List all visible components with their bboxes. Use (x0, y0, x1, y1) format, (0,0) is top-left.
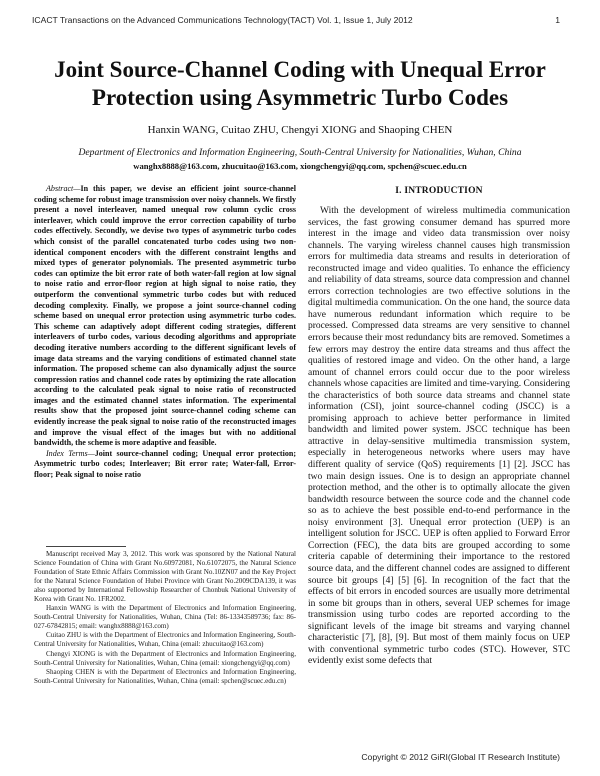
page-number: 1 (555, 15, 560, 25)
abstract-block (34, 184, 296, 481)
journal-name: ICACT Transactions on the Advanced Communications Technology(TACT) Vol. 1, Issue 1, July 2012 (32, 15, 413, 25)
author-list: Hanxin WANG, Cuitao ZHU, Chengyi XIONG and Shaoping CHEN (147, 124, 453, 136)
footnote-divider (46, 546, 126, 547)
introduction-body (308, 206, 570, 668)
copyright-footer: Copyright © 2012 GiRI(Global IT Research Institute) (361, 752, 560, 762)
running-header (32, 13, 560, 27)
index-terms-label: Index Terms (46, 448, 88, 458)
footnote-author-zhu: Cuitao ZHU is with the Department of Electronics and Information Engineering, South-Central University for Nationalities, Wuhan, China (email: zhucuitao@163.com) (34, 631, 296, 649)
footnote-author-xiong: Chengyi XIONG is with the Department of Electronics and Information Engineering, South-Central University for Nationalities, Wuhan, China (email: xiongchengyi@qq.com) (34, 649, 296, 667)
author-emails: wanghx8888@163.com, zhucuitao@163.com, xiongchengyi@qq.com, spchen@scuec.edu.cn (133, 161, 467, 171)
footnotes-block (34, 546, 296, 686)
footnote-author-wang: Hanxin WANG is with the Department of Electronics and Information Engineering, South-Central University for Nationalities, Wuhan, China (Tel: 86-13343589736; fax: 86-027-67842815; email: wanghx8888@163.com) (34, 604, 296, 631)
abstract-text: In this paper, we devise an efficient joint source-channel coding scheme for robust image transmission over noisy channels. We firstly present a novel interleaver, named unequal row column cyclic cross interleaver, which could improve the error correction capability of turbo codes effectively. Secondly, we devise two types of asymmetric turbo codes which consist of the parallel concatenated turbo codes using two non-identical component encoders with the different constraint lengths and mixed types of generator polynomials. The presented asymmetric turbo codes can optimize the bit error rate of both water-fall region at low signal to noise ratio and error-floor region at high signal to noise ratio, they outperform the conventional symmetric turbo codes but with reduced decoding complexity. Finally, we propose a joint source-channel coding scheme based on unequal error protection using asymmetric turbo codes. This scheme can adaptively adopt different coding strategies, different interleavers of turbo codes, various decoding algorithms and appropriate decoding iterative numbers according to the different significant levels of image data streams and the varying conditions of estimated channel state information. The proposed scheme can also dynamically adjust the source compression ratios and channel code rates by optimizing the rate allocation according to the calculated peak signal to noise ratio of reconstructed images and the estimated channel states information. The experimental results show that the proposed joint source-channel coding scheme can evidently increase the peak signal to noise ratio of the reconstructed images and improve the visual effect of the images but with no additional bandwidth, the scheme is more adaptive and feasible. (34, 184, 296, 448)
index-terms-text: Joint source-channel coding; Unequal error protection; Asymmetric turbo codes; Interleaver; Bit error rate; Water-fall, Error-floor; Peak signal to noise ratio (34, 448, 296, 480)
affiliation: Department of Electronics and Information Engineering, South-Central University for Nationalities, Wuhan, China (78, 147, 522, 158)
section-heading: I. INTRODUCTION (395, 186, 483, 196)
paper-title: Joint Source-Channel Coding with Unequal Error Protection using Asymmetric Turbo Codes (54, 57, 546, 110)
footnote-manuscript: Manuscript received May 3, 2012. This work was sponsored by the National Natural Science Foundation of China with Grant No.60972081, No.61072075, the Natural Science Foundation of State Ethnic Affairs Commission with Grant No.10ZN07 and the Key Project for the Natural Science Foundation of Hubei Province with Grant No.2009CDA139, it was also supported by International Fellowship Researcher of Chonbuk National University of Korea with Grant No. 1FR2002. (34, 550, 296, 604)
index-terms-paragraph: Index Terms—Joint source-channel coding; Unequal error protection; Asymmetric turbo codes; Interleaver; Bit error rate; Water-fall, Error-floor; Peak signal to noise ratio (34, 448, 296, 480)
abstract-label: Abstract (46, 184, 74, 193)
abstract-paragraph: Abstract—In this paper, we devise an efficient joint source-channel coding scheme for robust image transmission over noisy channels. We firstly present a novel interleaver, named unequal row column cyclic cross interleaver, which could improve the error correction capability of turbo codes effectively. Secondly, we devise two types of asymmetric turbo codes which consist of the parallel concatenated turbo codes using two non-identical component encoders with the different constraint lengths and mixed types of generator polynomials. The presented asymmetric turbo codes can optimize the bit error rate of both water-fall region at low signal to noise ratio and error-floor region at high signal to noise ratio, they outperform the conventional symmetric turbo codes but with reduced decoding complexity. Finally, we propose a joint source-channel coding scheme based on unequal error protection using asymmetric turbo codes. This scheme can adaptively adopt different coding strategies, different interleavers of turbo codes, various decoding algorithms and appropriate decoding iterative numbers according to the different significant levels of image data streams and the varying conditions of estimated channel state information. The proposed scheme can also dynamically adjust the source compression ratios and channel code rates by optimizing the rate allocation according to the calculated peak signal to noise ratio of reconstructed images and the estimated channel states information. The experimental results show that the proposed joint source-channel coding scheme can evidently increase the peak signal to noise ratio of the reconstructed images and improve the visual effect of the images but with no additional bandwidth, the scheme is more adaptive and feasible. (34, 184, 296, 448)
introduction-paragraph: With the development of wireless multimedia communication services, the fast growing consumer demand has spurred more interest in the image and video data transmission over noisy channels. The varying wireless channel causes high transmission errors for multimedia data streams and results in deterioration of reconstructed image and video qualities. To enhance the efficiency and reliability of data streams, source data compression and channel errors correction technologies are two effective solutions in the digital multimedia communication. On the one hand, the source data have numerous redundant information which require to be processed. Compressed data streams are very sensitive to channel errors because their most redundancy bits are removed. Sometimes a few errors may destroy the entire data streams and thus affect the qualities of restored image and video. On the other hand, a large amount of channel errors could occur due to the poor wireless channels whose capacities are limited and time-varying. Considering the characteristics of both source data streams and channel state information (CSI), joint source-channel coding (JSCC) is a promising approach to achieve better performance in limited bandwidth and limited power system. JSCC technique has been attractive in delay-sensitive multimedia transmission system, especially in heterogeneous networks where users may have different quality of service (QoS) requirements [1] [2]. JSCC has two main design issues. One is to design an appropriate channel protection method, and the other is to optimally allocate the given bandwidth resource between the source code and the channel code so as to achieve the best possible end-to-end performance in the noisy environment [3]. Unequal error protection (UEP) is an intelligent solution for JSCC. UEP is often applied to Forward Error Correction (FEC), the data bits are grouped according to some criteria capable of determining their importance to the restored source data, and the different channel codes are assigned to different source bit groups [4] [5] [6]. In recognition of the fact that the effects of bit errors in encoded sources are usually more detrimental in some bit groups than in others, several UEP schemes for image transmission using turbo codes are reported according to the significant levels of the image bit streams and varying channel characteristic [7], [8], [9]. But most of them mainly focus on UEP with conventional symmetric turbo codes (STC). However, STC evidently exist some defects that (308, 206, 570, 667)
footnote-author-chen: Shaoping CHEN is with the Department of Electronics and Information Engineering, South-Central University for Nationalities, Wuhan, China (email: spchen@scuec.edu.cn) (34, 667, 296, 685)
